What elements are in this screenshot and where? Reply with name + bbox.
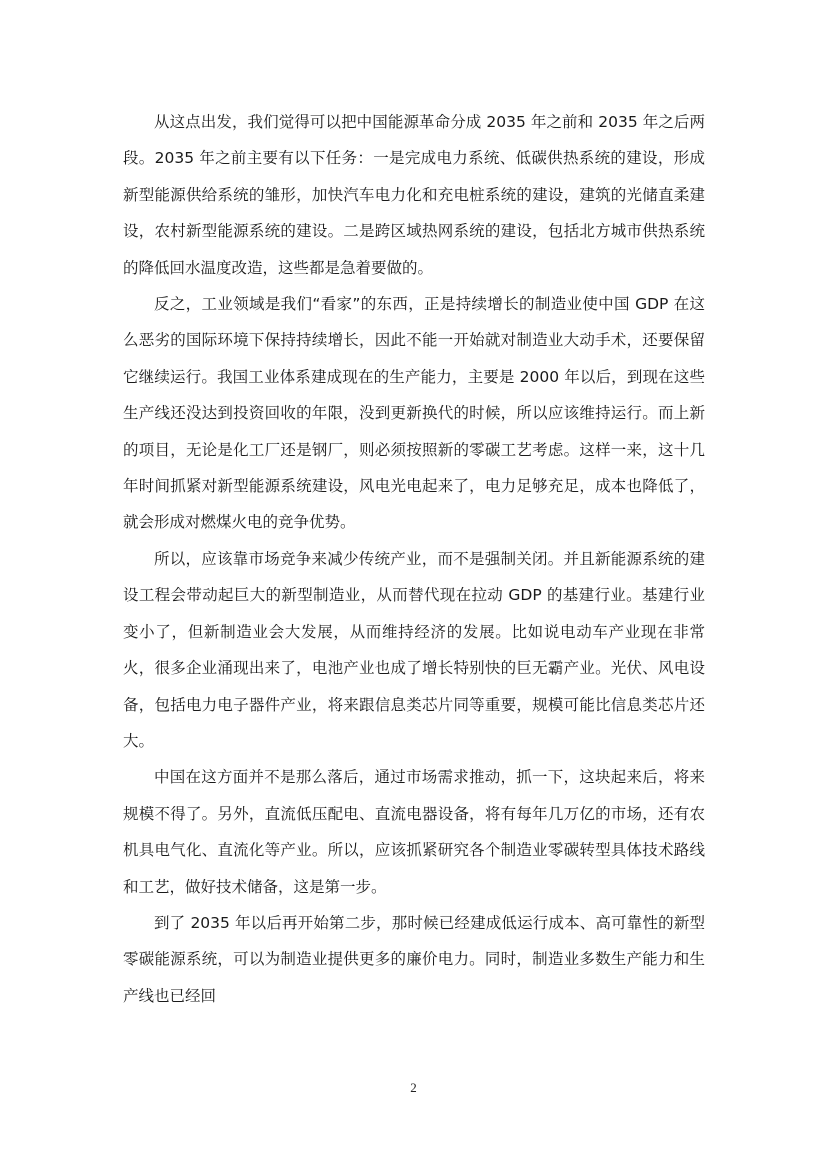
body-text <box>123 104 705 1014</box>
paragraph-3: 所以，应该靠市场竞争来减少传统产业，而不是强制关闭。并且新能源系统的建设工程会带动起巨大的新型制造业，从而替代现在拉动 GDP 的基建行业。基建行业变小了，但新制造业会大发展，从而维持经济的发展。比如说电动车产业现在非常火，很多企业涌现出来了，电池产业也成了增长特别快的巨无霸产业。光伏、风电设备，包括电力电子器件产业，将来跟信息类芯片同等重要，规模可能比信息类芯片还大。 <box>123 549 705 750</box>
paragraph-1: 从这点出发，我们觉得可以把中国能源革命分成 2035 年之前和 2035 年之后两段。2035 年之前主要有以下任务：一是完成电力系统、低碳供热系统的建设，形成新型能源供给系统的雏形，加快汽车电力化和充电桩系统的建设，建筑的光储直柔建设，农村新型能源系统的建设。二是跨区域热网系统的建设，包括北方城市供热系统的降低回水温度改造，这些都是急着要做的。 <box>123 113 705 277</box>
paragraph-4: 中国在这方面并不是那么落后，通过市场需求推动，抓一下，这块起来后，将来规模不得了。另外，直流低压配电、直流电器设备，将有每年几万亿的市场，还有农机具电气化、直流化等产业。所以，应该抓紧研究各个制造业零碳转型具体技术路线和工艺，做好技术储备，这是第一步。 <box>123 768 705 896</box>
page-number: 2 <box>410 1080 417 1095</box>
paragraph-5: 到了 2035 年以后再开始第二步，那时候已经建成低运行成本、高可靠性的新型零碳能源系统，可以为制造业提供更多的廉价电力。同时，制造业多数生产能力和生产线也已经回 <box>123 913 705 1005</box>
paragraph-2: 反之，工业领域是我们“看家”的东西，正是持续增长的制造业使中国 GDP 在这么恶劣的国际环境下保持持续增长，因此不能一开始就对制造业大动手术，还要保留它继续运行。我国工业体系建成现在的生产能力，主要是 2000 年以后，到现在这些生产线还没达到投资回收的年限，没到更新换代的时候，所以应该维持运行。而上新的项目，无论是化工厂还是钢厂，则必须按照新的零碳工艺考虑。这样一来，这十几年时间抓紧对新型能源系统建设，风电光电起来了，电力足够充足，成本也降低了，就会形成对燃煤火电的竞争优势。 <box>123 295 705 532</box>
